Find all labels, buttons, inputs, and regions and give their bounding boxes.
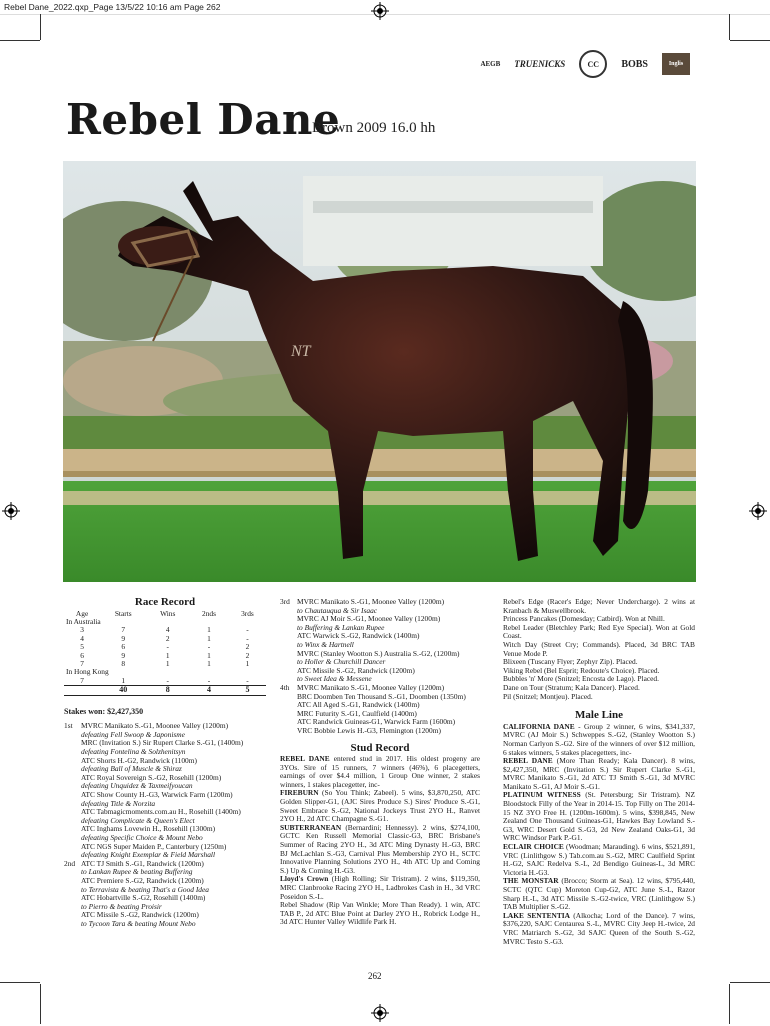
horse-name-bold: REBEL DANE — [503, 756, 553, 766]
race-name: BRC Doomben Ten Thousand S.-G1, Doomben (1350m) — [297, 691, 466, 701]
table-cell: 7 — [80, 675, 84, 685]
paragraph-text: (More Than Ready; Kala Dancer). 8 wins, $2,427,350, MRC (Invitation S.) Sir Rupert Clarke S.-G1, MVRC Manikato S.-G1, 2d ATC TJ Smith S.-G1, 3d MVRC Manikato S.-G1, AJ Moir S.-G1. — [503, 756, 695, 791]
placing — [64, 911, 81, 920]
paragraph — [503, 757, 695, 791]
race-note: to Holler & Churchill Dancer — [297, 657, 386, 667]
table-cell: 1 — [165, 659, 170, 669]
race-name: ATC TJ Smith S.-G1, Randwick (1200m) — [81, 858, 204, 868]
trim-mark — [730, 40, 770, 41]
group-label: In Hong Kong — [66, 667, 109, 677]
race-note: defeating Fontelina & Solzhenitsyn — [81, 747, 186, 757]
table-cell: - — [207, 642, 211, 652]
horse-name-bold: FIREBURN — [280, 788, 319, 798]
table-group-row — [64, 668, 266, 676]
table-row — [64, 677, 266, 686]
table-cell: - — [246, 633, 249, 643]
race-name: ATC Missile S.-G2, Randwick (1200m) — [297, 665, 415, 675]
paragraph-text: entered stud in 2017. His oldest progeny are 3YOs. Sire of 15 runners, 7 winners (46%), 6 placegetters, earnings of over $4.4 million, 1 Group One winner, 2 stakes winners, 1 stakes placegetter, inc- — [280, 754, 481, 789]
progeny-entry: Blixeen (Tuscany Flyer; Zephyr Zip). Placed. — [503, 657, 638, 667]
table-cell: 2 — [165, 633, 170, 643]
paragraph — [503, 912, 695, 946]
paragraph-text: - Group 2 winner, 6 wins, $341,337, MVRC (AJ Moir S.) Schweppes S.-G2, (Stanley Wootton S.) Norman Carlyon S.-G2. Sire of the winners of over $12 million, 6 stakes winners, 5 stakes placegetters, inc- — [503, 721, 695, 757]
paragraph — [280, 875, 480, 901]
race-name: ATC Missile S.-G2, Randwick (1200m) — [81, 910, 199, 920]
table-cell: 9 — [121, 650, 126, 660]
table-cell: 1 — [165, 650, 170, 660]
paragraph — [280, 901, 480, 927]
horse-photo — [63, 161, 696, 582]
registration-mark-icon — [371, 2, 389, 20]
placing — [64, 825, 81, 834]
race-record-column — [64, 598, 266, 929]
race-name: ATC Tabmagicmoments.com.au H., Rosehill (1400m) — [81, 807, 241, 817]
table-cell: 1 — [207, 659, 211, 669]
column-header: Wins — [160, 608, 176, 618]
race-name: MRC Futurity S.-G1, Caulfield (1400m) — [297, 708, 417, 718]
horse-name-bold: ECLAIR CHOICE — [503, 842, 564, 852]
race-name: ATC NGS Super Maiden P., Canterbury (1250m) — [81, 841, 227, 851]
placing — [280, 693, 297, 702]
paragraph-text: (Woodman; Marauding). 6 wins, $521,891, VRC (Linlithgow S.) Tab.com.au S.-G2, MRC Caulfield Sprint H.-G2, SAJC Redelva S.-L, 2d Bendigo Guineas-L, 3d MRC Victoria H.-G3. — [503, 842, 695, 877]
placing — [280, 632, 297, 641]
registration-mark-icon — [371, 1004, 389, 1022]
male-line-heading: Male Line — [575, 709, 623, 722]
cc-logo-icon: CC — [579, 50, 607, 78]
placing — [64, 808, 81, 817]
horse-name-bold: LAKE SENTENTIA — [503, 910, 570, 920]
paragraph — [503, 877, 695, 911]
column-header: 3rds — [241, 608, 254, 618]
stakes-won: Stakes won: $2,427,350 — [64, 706, 144, 716]
horse-name-bold: Lloyd's Crown — [280, 874, 329, 884]
race-record-table — [64, 610, 266, 696]
table-cell: 1 — [207, 650, 211, 660]
placing — [280, 615, 297, 624]
performance-entry — [280, 727, 480, 736]
race-name: ATC Warwick S.-G2, Randwick (1400m) — [297, 631, 420, 641]
progeny-entry: Viking Rebel (Bel Esprit; Redoute's Choice). Placed. — [503, 665, 660, 675]
right-column — [503, 598, 695, 946]
table-cell: - — [246, 675, 249, 685]
performance-list-continued — [280, 598, 480, 736]
trim-mark — [0, 982, 40, 983]
truenicks-logo-icon: TRUENICKS — [514, 59, 566, 69]
placing — [64, 757, 81, 766]
paragraph — [503, 791, 695, 843]
paragraph — [503, 843, 695, 877]
table-cell: 4 — [80, 633, 84, 643]
race-name: ATC Hobartville S.-G2, Rosehill (1400m) — [81, 893, 206, 903]
progeny-entry: Dane on Tour (Stratum; Kala Dancer). Placed. — [503, 682, 640, 692]
table-cell: 6 — [121, 642, 126, 652]
paragraph-text: (Alkocha; Lord of the Dance). 7 wins, $376,220, SAJC Centaurea S.-L, MVRC City Jeep H.-twice, 2d VRC Matriarch S.-G2, 3d SAJC Queen of the South S.-G2, MVRC Testo S.-G3. — [503, 910, 695, 946]
placing — [64, 877, 81, 886]
table-row — [64, 635, 266, 643]
table-row — [64, 626, 266, 634]
group-label: In Australia — [66, 617, 101, 626]
paragraph-text: (St. Petersburg; Sir Tristram). NZ Bloodstock Filly of the Year in 2014-15. Top Filly on The 2014-15 NZ 3YO Free H. (1200m-1600m). 5 wins, $398,845, New Zealand One Thousand Guineas-G1, Hawkes Bay Lowland S.-G3, WRC Desert Gold S.-G3, 2d New Zealand Oaks-G1, 3d WRC Windsor Park P.-G1. — [503, 790, 695, 843]
paragraph-text: (Bernardini; Hennessy). 2 wins, $274,100, GCTC Ken Russell Memorial Classic-G3, BRC Brisbane's Summer of Racing 2YO H., 3d ATC Ming Dynasty H.-G3, BRC BJ McLachlan S.-G3, Carnival Plus Membership 2YO H., SCTC Innovative Planning Solutions 2YO H., 4th ATC Up and Coming S.) Up & Coming H.-G3. — [280, 822, 480, 875]
paragraph-text: (Brocco; Storm at Sea). 12 wins, $795,440, SCTC (QTC Cup) Moreton Cup-G2, ATC June S.-L, Razor Sharp H.-L, 3d ATC Missile S.-G2-twice, VRC (Linlithgow S.) TAB Multiplier S.-G2. — [503, 876, 695, 912]
table-cell: - — [166, 642, 169, 652]
race-name: MVRC Manikato S.-G1, Moonee Valley (1200m) — [81, 721, 229, 731]
placing: 2nd — [64, 858, 76, 868]
placing: 3rd — [280, 597, 290, 606]
trim-mark — [729, 14, 730, 40]
middle-column — [280, 598, 480, 927]
table-cell: 5 — [229, 686, 266, 695]
race-note: defeating Knight Exemplar & Field Marshall — [81, 850, 216, 860]
registration-mark-icon — [749, 502, 767, 520]
race-note: to Sweet Idea & Messene — [297, 674, 372, 684]
race-name: MVRC Manikato S.-G1, Moonee Valley (1200m) — [297, 682, 445, 692]
placing — [280, 701, 297, 710]
paragraph-text: (High Rolling; Sir Tristram). 2 wins, $119,350, MRC Clanbrooke Racing 2YO H., Ladbrokes Cash in H., 3d VRC Poseidon S.-L. — [280, 874, 481, 901]
progeny-entry: Princess Pancakes (Domesday; Catbird). Won at Nhill. — [503, 614, 665, 624]
horse-name-bold: THE MONSTAR — [503, 876, 559, 886]
race-note: to Terravista & beating That's a Good Idea — [81, 884, 209, 894]
paragraph-text: Rebel Shadow (Rip Van Winkle; More Than Ready). 1 win, ATC TAB P., 2d ATC Blue Point at Darley 2YO H., Robrick Lodge H., 3d ATC Hunter Valley Wildlife Park H. — [280, 900, 480, 927]
race-name: MVRC AJ Moir S.-G1, Moonee Valley (1200m) — [297, 614, 441, 624]
race-note: to Tycoon Tara & beating Mount Nebo — [81, 918, 196, 928]
horse-name-bold: REBEL DANE — [280, 754, 330, 764]
male-line-text — [503, 723, 695, 946]
column-header: Age — [75, 608, 89, 618]
paragraph — [280, 789, 480, 823]
paragraph — [280, 824, 480, 876]
placing — [64, 774, 81, 783]
print-slug: Rebel Dane_2022.qxp_Page 13/5/22 10:16 am Page 262 — [0, 0, 770, 15]
progeny-entry: Rebel's Edge (Racer's Edge; Never Undercharge). 2 wins at Kranbach & Muswellbrook. — [503, 597, 695, 615]
trim-mark — [730, 982, 770, 983]
race-note: to Chautauqua & Sir Isaac — [297, 605, 378, 615]
paragraph-text: (So You Think; Zabeel). 5 wins, $3,870,250, ATC Golden Slipper-G1, (AJC Sires Produce S.) Sires' Produce S.-G1, Sweet Embrace S.-G2, National Jockeys Trust 2YO H., Ranvet 2YO H., 2d ATC Champagne S.-G1. — [280, 788, 480, 824]
race-note: defeating Complicate & Queen's Elect — [81, 815, 195, 825]
placing — [64, 739, 81, 748]
horse-name-bold: PLATINUM WITNESS — [503, 790, 581, 800]
placing — [280, 710, 297, 719]
placing — [280, 667, 297, 676]
table-cell: 7 — [80, 659, 84, 669]
table-cell: 1 — [121, 675, 126, 685]
race-name: VRC Bobbie Lewis H.-G3, Flemington (1200m) — [297, 725, 441, 735]
table-cell: - — [166, 675, 169, 685]
placing — [280, 650, 297, 659]
race-note: defeating Specific Choice & Mount Nebo — [81, 832, 203, 842]
progeny-entry: Rebel Leader (Bletchley Park; Red Eye Special). Won at Gold Coast. — [503, 622, 695, 641]
paragraph — [503, 723, 695, 757]
table-cell: 5 — [80, 642, 84, 652]
race-note: defeating Unquidez & Taxmeifyoucan — [81, 781, 193, 791]
table-cell: 4 — [189, 686, 229, 695]
table-row — [64, 643, 266, 651]
table-cell: 4 — [165, 625, 170, 635]
table-cell: 2 — [245, 650, 250, 660]
page-number: 262 — [368, 971, 382, 981]
race-note: to Pierro & beating Proisir — [81, 901, 162, 911]
race-note: to Winx & Hartnell — [297, 639, 354, 649]
svg-text:NT: NT — [291, 343, 311, 360]
race-name: ATC All Aged S.-G1, Randwick (1400m) — [297, 700, 420, 710]
placing — [280, 718, 297, 727]
race-name: MVRC Manikato S.-G1, Moonee Valley (1200m) — [297, 597, 445, 606]
race-record-heading: Race Record — [134, 596, 196, 608]
table-cell: 40 — [100, 686, 146, 695]
trim-mark — [729, 984, 730, 1024]
table-cell: 8 — [121, 659, 126, 669]
table-cell: 9 — [121, 633, 126, 643]
table-cell: 1 — [207, 625, 211, 635]
horse-name: Rebel Dane — [66, 95, 341, 144]
sponsor-logos — [480, 50, 690, 78]
inglis-logo-icon: Inglis — [662, 53, 690, 75]
table-row — [64, 652, 266, 660]
stud-record-heading: Stud Record — [350, 741, 410, 754]
race-name: MVRC (Stanley Wootton S.) Australia S.-G2, (1200m) — [297, 648, 460, 658]
progeny-entry: Pil (Snitzel; Montjeu). Placed. — [503, 691, 593, 701]
table-cell: - — [207, 675, 211, 685]
table-cell: 7 — [121, 625, 126, 635]
table-group-row — [64, 618, 266, 626]
race-note: defeating Ball of Muscle & Shiraz — [81, 764, 182, 774]
race-note: to Lankan Rupee & beating Buffering — [81, 867, 193, 877]
trim-mark — [40, 14, 41, 40]
horse-name-bold: CALIFORNIA DANE — [503, 721, 575, 731]
trim-mark — [0, 40, 40, 41]
horse-name-bold: SUBTERRANEAN — [280, 822, 342, 832]
race-name: ATC Show County H.-G3, Warwick Farm (1200m) — [81, 790, 233, 799]
column-header: 2nds — [202, 608, 216, 618]
race-name: ATC Inghams Lovewin H., Rosehill (1300m) — [81, 824, 216, 834]
race-name: ATC Premiere S.-G2, Randwick (1200m) — [81, 875, 204, 885]
performance-list — [64, 722, 266, 928]
column-header: Starts — [114, 608, 132, 618]
table-cell: 2 — [245, 642, 250, 652]
table-cell: 3 — [80, 625, 84, 635]
placing — [280, 727, 297, 736]
race-note: to Buffering & Lankan Rupee — [297, 622, 385, 632]
table-cell: 6 — [80, 650, 84, 660]
race-note: defeating Fell Swoop & Japonisme — [81, 729, 185, 739]
progeny-list — [503, 598, 695, 701]
placing: 1st — [64, 721, 73, 731]
placing — [64, 843, 81, 852]
horse-details: Brown 2009 16.0 hh — [312, 120, 436, 136]
race-name: ATC Randwick Guineas-G1, Warwick Farm (1600m) — [297, 717, 456, 727]
race-name: ATC Royal Sovereign S.-G2, Rosehill (1200m) — [81, 772, 222, 782]
table-totals-row — [64, 686, 266, 695]
progeny-entry: Bubbles 'n' More (Snitzel; Encosta de Lago). Placed. — [503, 674, 659, 684]
progeny-entry: Witch Day (Street Cry; Commands). Placed, 3d BRC TAB Venue Mode P. — [503, 639, 695, 658]
table-cell: 1 — [245, 659, 250, 669]
placing — [64, 791, 81, 800]
placing: 4th — [280, 682, 290, 692]
stud-record-text — [280, 755, 480, 927]
table-cell — [64, 686, 100, 695]
race-note: defeating Title & Norzita — [81, 798, 156, 808]
table-cell: 1 — [207, 633, 211, 643]
paragraph — [280, 755, 480, 789]
table-cell: - — [246, 625, 249, 635]
race-name: ATC Shorts H.-G2, Randwick (1100m) — [81, 755, 197, 765]
placing — [64, 894, 81, 903]
aegb-logo-icon: AEGB — [480, 60, 501, 68]
race-name: MRC (Invitation S.) Sir Rupert Clarke S.-G1, (1400m) — [81, 738, 244, 748]
registration-mark-icon — [2, 502, 20, 520]
table-cell: 8 — [146, 686, 189, 695]
trim-mark — [40, 984, 41, 1024]
bobs-logo-icon: BOBS — [621, 58, 648, 70]
